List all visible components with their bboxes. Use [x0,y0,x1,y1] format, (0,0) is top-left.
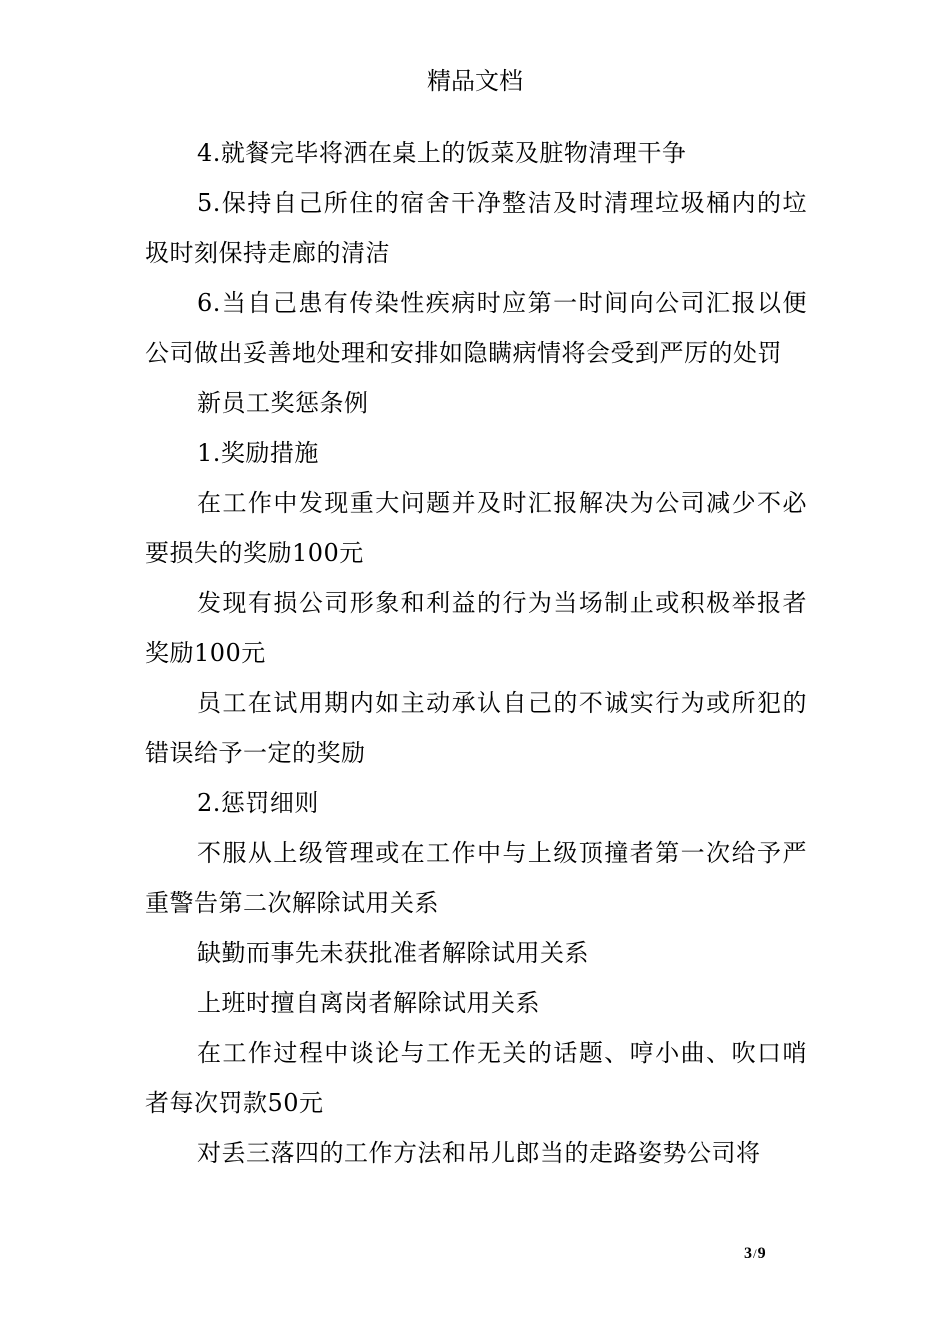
paragraph: 对丢三落四的工作方法和吊儿郎当的走路姿势公司将 [197,1139,761,1167]
paragraph: 发现有损公司形象和利益的行为当场制止或积极举报者奖励100元 [145,589,807,667]
paragraph: 不服从上级管理或在工作中与上级顶撞者第一次给予严重警告第二次解除试用关系 [145,839,807,917]
paragraph: 5.保持自己所住的宿舍干净整洁及时清理垃圾桶内的垃圾时刻保持走廊的清洁 [145,189,807,267]
paragraph: 4.就餐完毕将洒在桌上的饭菜及脏物清理干争 [197,139,687,167]
document-body [145,128,807,1178]
paragraph: 上班时擅自离岗者解除试用关系 [197,989,540,1017]
page-header-title: 精品文档 [427,67,523,95]
subsection-heading: 2.惩罚细则 [197,789,319,817]
paragraph: 6.当自己患有传染性疾病时应第一时间向公司汇报以便公司做出妥善地处理和安排如隐瞒病情将会受到严厉的处罚 [145,289,807,367]
page-number [744,1244,766,1264]
current-page: 3 [744,1245,752,1262]
subsection-heading: 1.奖励措施 [197,439,319,467]
page-separator: / [753,1246,757,1261]
paragraph: 在工作过程中谈论与工作无关的话题、哼小曲、吹口哨者每次罚款50元 [145,1039,807,1117]
total-pages: 9 [757,1245,766,1262]
section-heading: 新员工奖惩条例 [197,389,369,417]
paragraph: 员工在试用期内如主动承认自己的不诚实行为或所犯的错误给予一定的奖励 [145,689,807,767]
paragraph: 在工作中发现重大问题并及时汇报解决为公司减少不必要损失的奖励100元 [145,489,807,567]
paragraph: 缺勤而事先未获批准者解除试用关系 [197,939,589,967]
